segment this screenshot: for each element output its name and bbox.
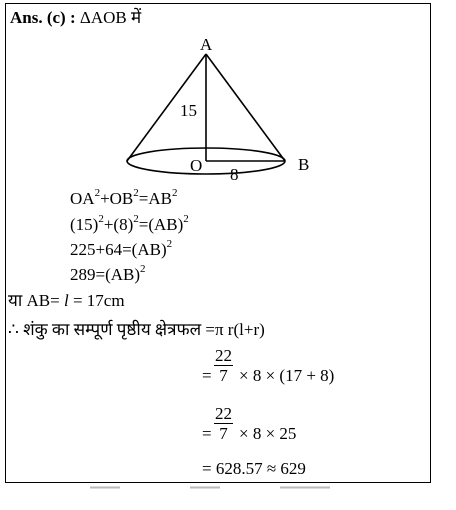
square-expression: 289=(AB) <box>70 265 141 284</box>
center-o-label: O <box>190 156 203 175</box>
term-ob: +OB <box>100 189 134 208</box>
exponent: 2 <box>133 187 139 200</box>
fraction-22-7 <box>214 405 233 444</box>
exponent: 2 <box>183 213 189 226</box>
final-answer-line: = 628.57 ≈ 629 <box>202 459 306 478</box>
exponent: 2 <box>94 187 101 200</box>
fraction-denominator: 7 <box>219 366 228 385</box>
sum-expression: 225+64=(AB) <box>70 240 167 259</box>
vertex-a-label: A <box>200 35 213 54</box>
answer-label: Ans. (c) : <box>10 8 76 27</box>
slant-prefix: या AB= <box>8 291 64 310</box>
radius-label: 8 <box>230 165 239 184</box>
pythagoras-line <box>70 189 177 209</box>
equals-sign: = <box>202 366 212 385</box>
exponent: 2 <box>98 213 104 226</box>
term-ab: =(AB) <box>138 215 184 234</box>
cone-figure <box>116 34 326 184</box>
slant-value: = 17cm <box>68 291 125 310</box>
substitution-line <box>70 215 189 235</box>
term-15: (15) <box>70 215 99 234</box>
surface-area-formula-line: ∴ शंकु का सम्पूर्ण पृष्ठीय क्षेत्रफल =π r(l+r) <box>8 320 265 339</box>
exponent: 2 <box>171 187 178 200</box>
cone-slant-right <box>206 54 285 161</box>
fraction-numerator: 22 <box>215 346 232 365</box>
exponent: 2 <box>140 263 146 276</box>
term-oa: OA <box>70 189 95 208</box>
term-ab: =AB <box>138 189 172 208</box>
answer-box <box>5 3 431 483</box>
sum-line <box>70 240 172 260</box>
fraction-denominator: 7 <box>219 424 228 443</box>
triangle-reference: ΔAOB में <box>79 8 142 27</box>
slant-symbol: l <box>63 291 69 310</box>
answer-heading <box>10 8 141 28</box>
calc-rest: × 8 × 25 <box>239 424 297 443</box>
result-square-line <box>70 265 146 285</box>
cut-off-text-line <box>80 486 350 489</box>
equals-sign: = <box>202 424 212 443</box>
exponent: 2 <box>166 238 173 251</box>
slant-height-line <box>8 291 125 311</box>
term-8: +(8) <box>103 215 134 234</box>
calc-rest: × 8 × (17 + 8) <box>239 366 335 385</box>
point-b-label: B <box>298 155 310 174</box>
fraction-numerator: 22 <box>215 404 232 423</box>
exponent: 2 <box>133 213 139 226</box>
height-label: 15 <box>180 101 197 120</box>
fraction-22-7 <box>214 347 233 386</box>
